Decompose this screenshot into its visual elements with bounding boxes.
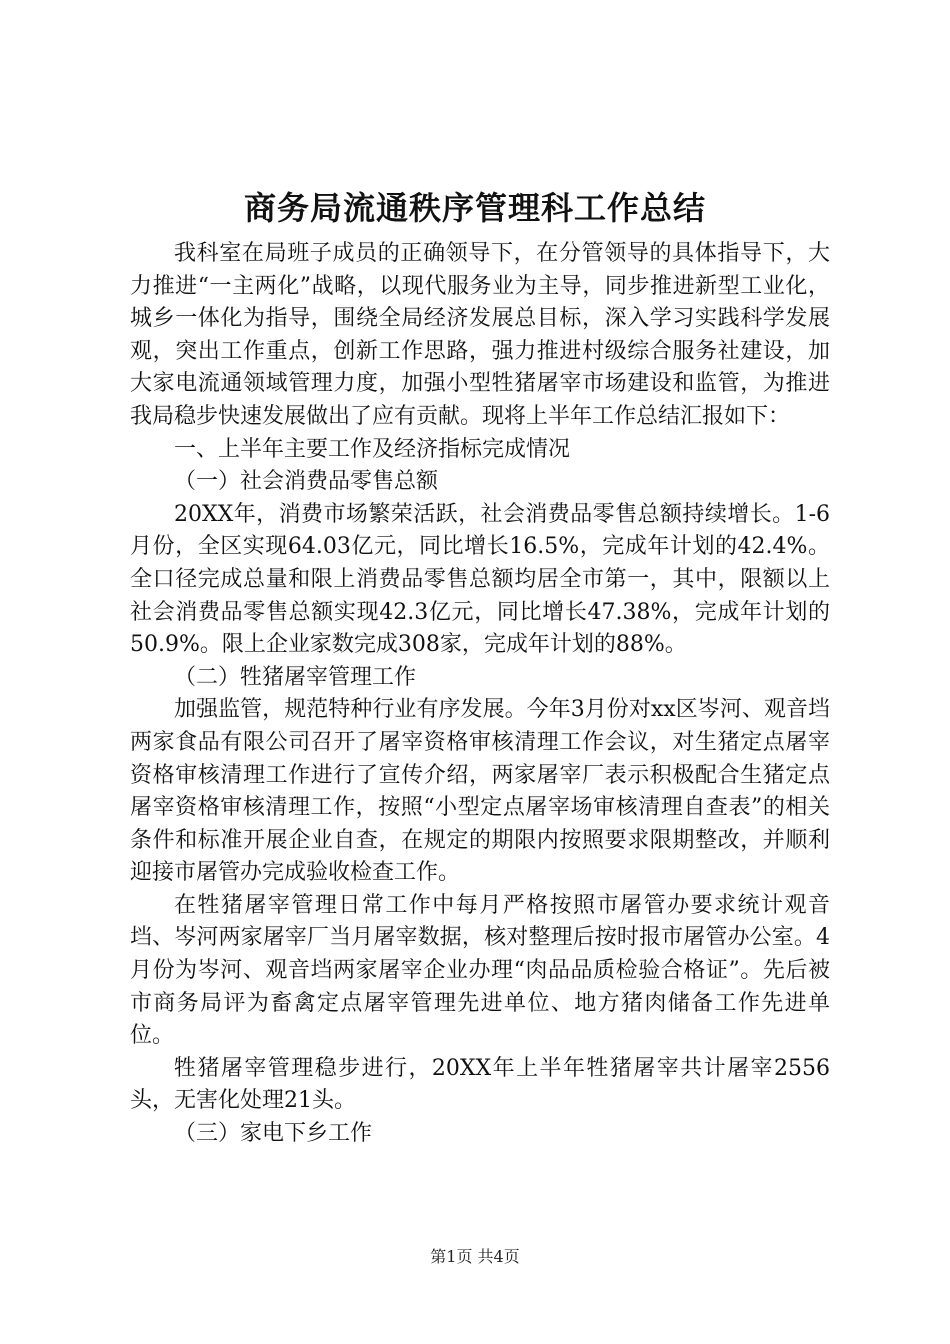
document-title: 商务局流通秩序管理科工作总结 (243, 189, 706, 227)
subsection-heading-3: （三）家电下乡工作 (174, 1121, 373, 1147)
section-heading-1: 一、上半年主要工作及经济指标完成情况 (174, 436, 571, 462)
retail-sales-paragraph: 20XX年，消费市场繁荣活跃，社会消费品零售总额持续增长。1-6月份，全区实现64.03亿元，同比增长16.5%，完成年计划的42.4%。全口径完成总量和限上消费品零售总额均居全市第一，其中，限额以上社会消费品零售总额实现42.3亿元，同比增长47.38%，完成年计划的50.9%。限上企业家数完成308家，完成年计划的88%。 (130, 501, 830, 658)
slaughter-daily-work-paragraph: 在牲猪屠宰管理日常工作中每月严格按照市屠管办要求统计观音垱、岑河两家屠宰厂当月屠宰数据，核对整理后按时报市屠管办公室。4月份为岑河、观音垱两家屠宰企业办理“肉品品质检验合格证”。先后被市商务局评为畜禽定点屠宰管理先进单位、地方猪肉储备工作先进单位。 (130, 892, 830, 1049)
intro-paragraph: 我科室在局班子成员的正确领导下，在分管领导的具体指导下，大力推进“一主两化”战略，以现代服务业为主导，同步推进新型工业化，城乡一体化为指导，围绕全局经济发展总目标，深入学习实践科学发展观，突出工作重点，创新工作思路，强力推进村级综合服务社建设，加大家电流通领域管理力度，加强小型牲猪屠宰市场建设和监管，为推进我局稳步快速发展做出了应有贡献。现将上半年工作总结汇报如下： (130, 241, 830, 429)
page-number-footer: 第1页 共4页 (430, 1247, 520, 1266)
subsection-heading-2: （二）牲猪屠宰管理工作 (174, 664, 417, 690)
slaughter-supervision-paragraph: 加强监管，规范特种行业有序发展。今年3月份对xx区岑河、观音垱两家食品有限公司召开了屠宰资格审核清理工作会议，对生猪定点屠宰资格审核清理工作进行了宣传介绍，两家屠宰厂表示积极配合生猪定点屠宰资格审核清理工作，按照“小型定点屠宰场审核清理自查表”的相关条件和标准开展企业自查，在规定的期限内按照要求限期整改，并顺利迎接市屠管办完成验收检查工作。 (130, 697, 830, 886)
subsection-heading-1: （一）社会消费品零售总额 (174, 469, 439, 495)
document-body (130, 238, 830, 1151)
slaughter-statistics-paragraph: 牲猪屠宰管理稳步进行，20XX年上半年牲猪屠宰共计屠宰2556头，无害化处理21头。 (130, 1055, 830, 1114)
